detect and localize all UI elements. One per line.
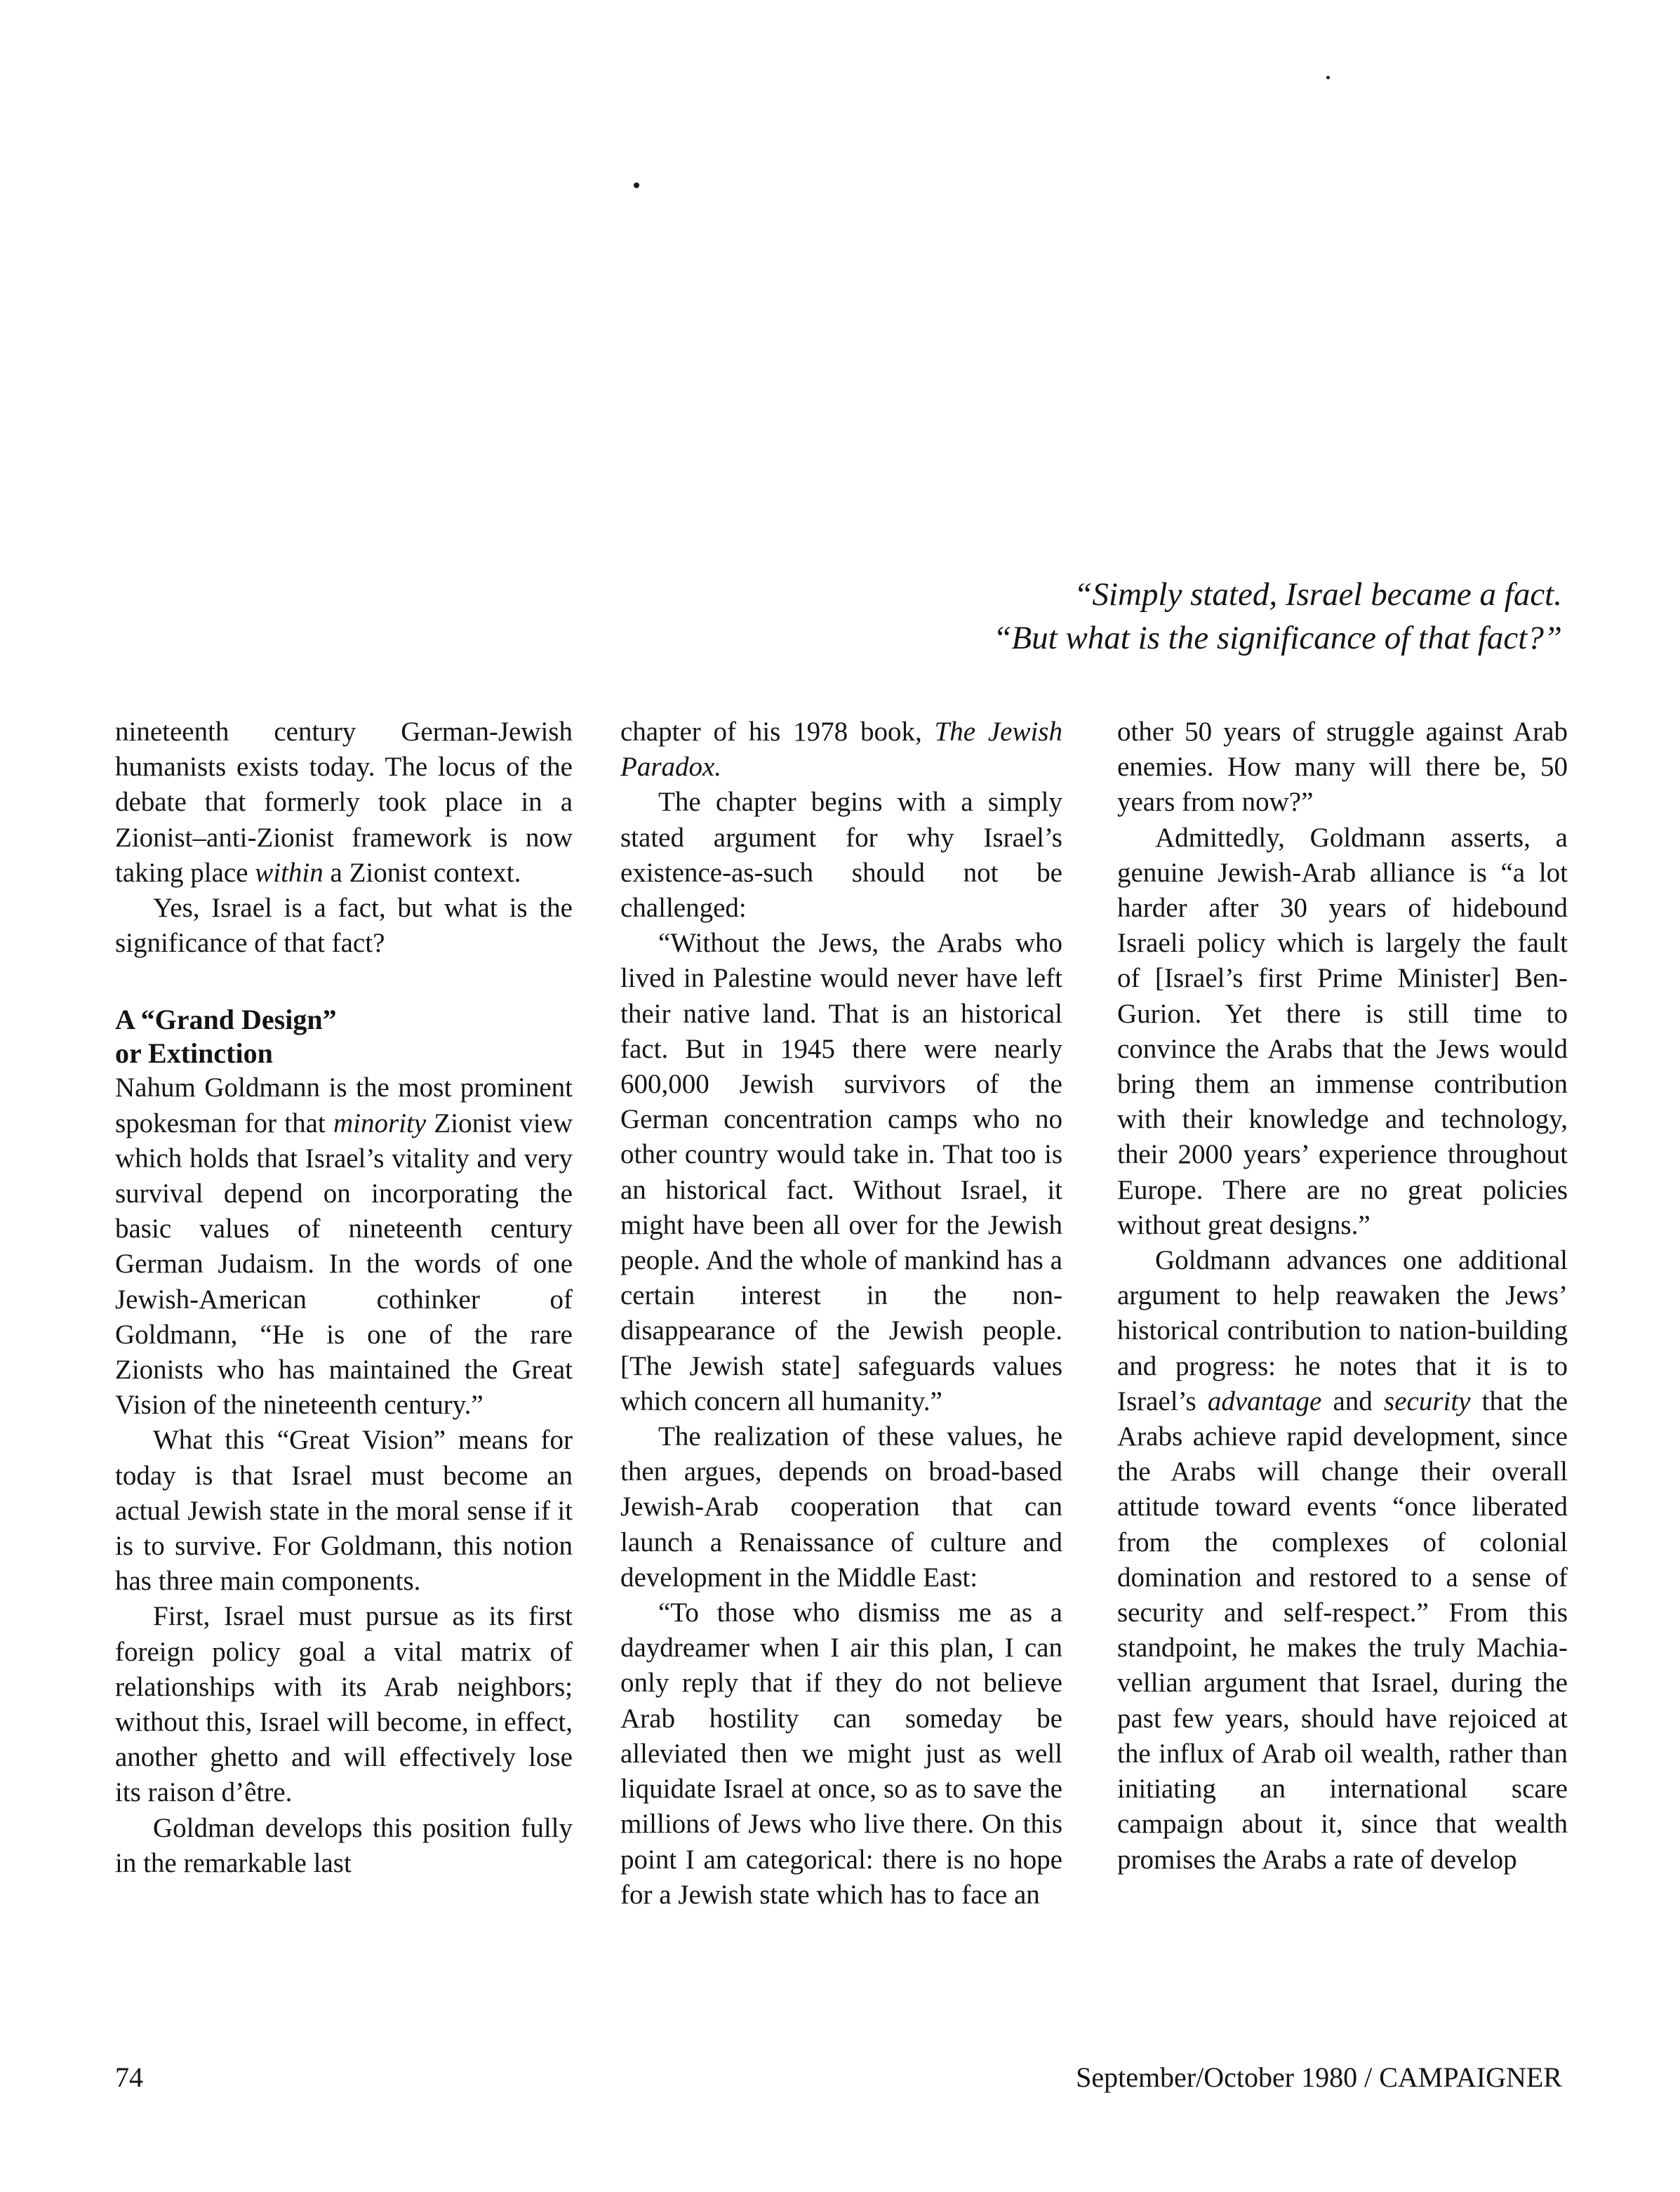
paragraph: The chapter begins with a simply stated argument for why Israel’s existence-as-such should not be challenged: [620, 787, 1062, 924]
paragraph: First, Israel must pursue as its first foreign policy goal a vital matrix of relationships with its Arab neighbors; without this, Israel will become, in effect, another ghetto and will effectively lose its raison d’être. [115, 1601, 573, 1808]
article-column-1 [115, 715, 573, 1881]
paragraph: other 50 years of struggle against Arab enemies. How many will there be, 50 years from now?” [1117, 717, 1568, 818]
scan-speck [1326, 76, 1330, 79]
paragraph: Goldman develops this position fully in the remarkable last [115, 1812, 573, 1878]
pull-quote [650, 573, 1562, 660]
paragraph: Nahum Goldmann is the most prominent spokesman for that minority Zionist view which holds that Israel’s vitality and very survival depend on incorporating the basic values of nineteenth century German Judaism. In the words of one Jewish-American cothinker of Goldmann, “He is one of the rare Zionists who has maintained the Great Vision of the nineteenth century.” [115, 1072, 573, 1421]
paragraph: Yes, Israel is a fact, but what is the significance of that fact? [115, 893, 573, 959]
pull-quote-line-2: “But what is the significance of that fact?” [993, 620, 1562, 656]
page-number: 74 [115, 2061, 143, 2093]
block-quote-paragraph: “To those who dismiss me as a daydreamer when I air this plan, I can only reply that if they do not believe Arab hostility can someday be alleviated then we might just as well liquidate Israel at once, so as to save the millions of Jews who live there. On this point I am categorical: there is no hope for a Jewish state which has to face an [620, 1597, 1062, 1910]
block-quote-paragraph: “Without the Jews, the Arabs who lived in Palestine would never have left their native land. That is an historical fact. But in 1945 there were nearly 600,000 Jewish survivors of the German concentration camps who no other country would take in. That too is an historical fact. Without Israel, it might have been all over for the Jewish people. And the whole of mankind has a certain interest in the non-disappearance of the Jewish people. [The Jewish state] safeguards values which concern all humanity.” [620, 928, 1062, 1416]
paragraph: Admittedly, Goldmann asserts, a genuine Jewish-Arab alliance is “a lot harder after 30 years of hidebound Israeli policy which is largely the fault of [Israel’s first Prime Minister] Ben-Gurion. Yet there is still time to convince the Arabs that the Jews would bring them an immense contribution with their knowledge and technology, their 2000 years’ experience throughout Europe. There are no great policies without great designs.” [1117, 822, 1568, 1240]
pull-quote-line-1: “Simply stated, Israel became a fact. [1074, 576, 1562, 613]
paragraph: Goldmann advances one additional argument to help reawaken the Jews’ historical contribution to nation-building and progress: he notes that it is to Israel’s advantage and security that the Arabs achieve rapid development, since the Arabs will change their overall attitude toward events “once liberated from the complexes of colonial domination and restored to a sense of security and self-respect.” From this standpoint, he makes the truly Machiavellian argument that Israel, during the past few years, should have rejoiced at the influx of Arab oil wealth, rather than initiating an international scare campaign about it, since that wealth promises the Arabs a rate of develop [1117, 1245, 1568, 1875]
paragraph: What this “Great Vision” means for today is that Israel must become an actual Jewish state in the moral sense if it is to survive. For Goldmann, this notion has three main components. [115, 1425, 573, 1597]
article-column-2 [620, 715, 1062, 1913]
paragraph: chapter of his 1978 book, The Jewish Paradox. [620, 717, 1062, 783]
article-column-3 [1117, 715, 1568, 1878]
paragraph: The realization of these values, he then argues, depends on broad-based Jewish-Arab cooperation that can launch a Renaissance of culture and development in the Middle East: [620, 1421, 1062, 1593]
paragraph: nineteenth century German-Jewish humanists exists today. The locus of the debate that formerly took place in a Zionist–anti-Zionist framework is now taking place within a Zionist context. [115, 717, 573, 888]
issue-line: September/October 1980 / CAMPAIGNER [1076, 2061, 1562, 2093]
scan-speck [634, 182, 639, 188]
section-heading: A “Grand Design” or Extinction [115, 1004, 337, 1070]
